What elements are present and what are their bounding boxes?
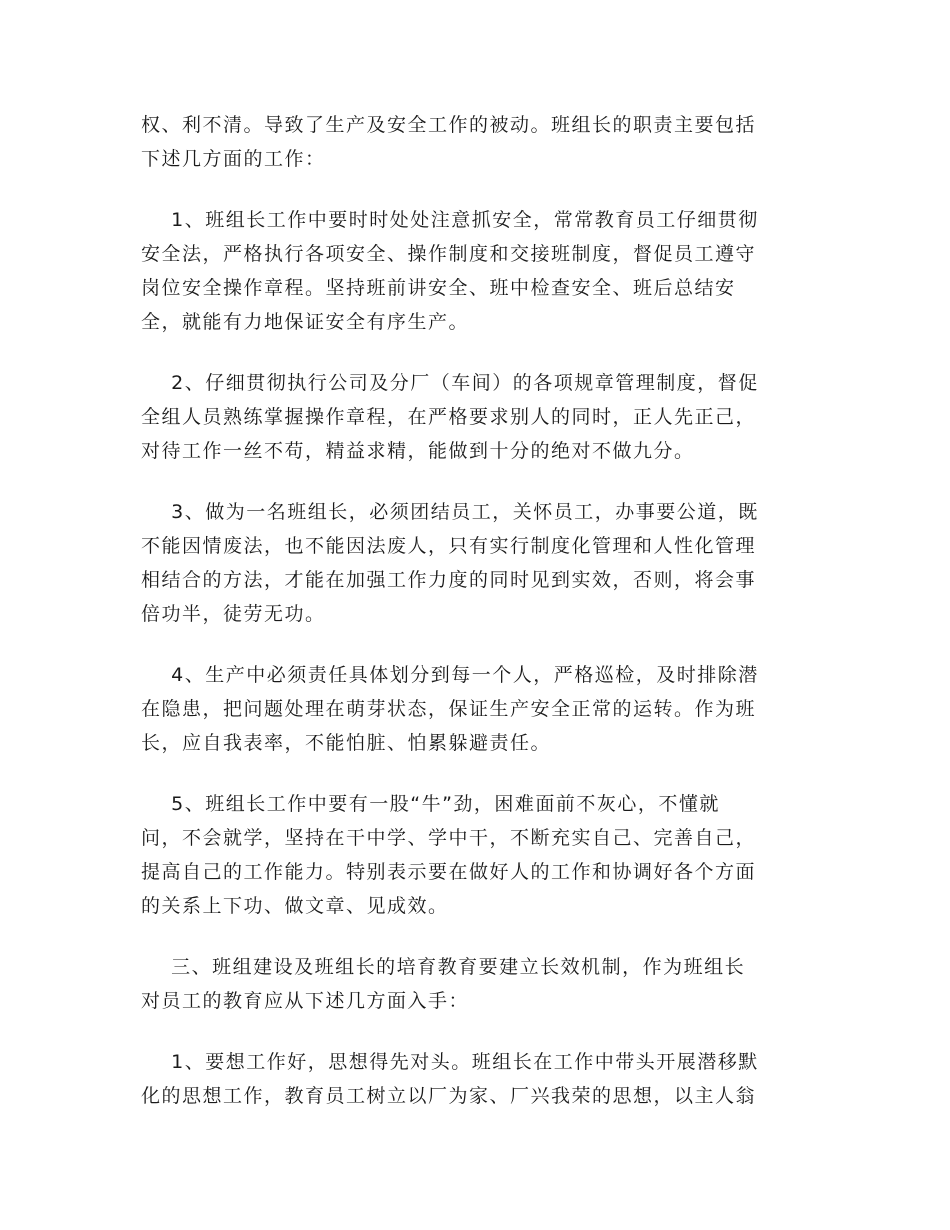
paragraph <box>141 108 809 176</box>
text-line: 1、要想工作好，思想得先对头。班组长在工作中带头开展潜移默 <box>141 1051 759 1073</box>
paragraph <box>141 787 809 923</box>
text-line: 的关系上下功、做文章、见成效。 <box>141 895 449 917</box>
text-line: 化的思想工作，教育员工树立以厂为家、厂兴我荣的思想，以主人翁 <box>141 1085 757 1107</box>
text-line: 岗位安全操作章程。坚持班前讲安全、班中检查安全、班后总结安 <box>141 277 736 299</box>
text-line: 倍功半，徒劳无功。 <box>141 603 326 625</box>
text-line: 对员工的教育应从下述几方面入手： <box>141 990 470 1012</box>
text-line: 下述几方面的工作： <box>141 148 326 170</box>
text-line: 权、利不清。导致了生产及安全工作的被动。班组长的职责主要包括 <box>141 114 757 136</box>
document-body <box>141 108 809 1113</box>
text-line: 在隐患，把问题处理在萌芽状态，保证生产安全正常的运转。作为班 <box>141 698 757 720</box>
paragraph <box>141 366 809 468</box>
text-line: 对待工作一丝不苟，精益求精，能做到十分的绝对不做九分。 <box>141 440 695 462</box>
text-line: 长，应自我表率，不能怕脏、怕累躲避责任。 <box>141 732 552 754</box>
text-line: 2、仔细贯彻执行公司及分厂（车间）的各项规章管理制度，督促 <box>141 372 759 394</box>
text-line: 5、班组长工作中要有一股“牛”劲，困难面前不灰心，不懂就 <box>141 793 720 815</box>
text-line: 三、班组建设及班组长的培育教育要建立长效机制，作为班组长 <box>141 956 746 978</box>
text-line: 全组人员熟练掌握操作章程，在严格要求别人的同时，正人先正己， <box>141 406 757 428</box>
text-line: 不能因情废法，也不能因法废人，只有实行制度化管理和人性化管理 <box>141 535 757 557</box>
text-line: 问，不会就学，坚持在干中学、学中干，不断充实自己、完善自己， <box>141 827 757 849</box>
text-line: 安全法，严格执行各项安全、操作制度和交接班制度，督促员工遵守 <box>141 243 757 265</box>
paragraph <box>141 1045 809 1113</box>
text-line: 相结合的方法，才能在加强工作力度的同时见到实效，否则，将会事 <box>141 569 757 591</box>
text-line: 提高自己的工作能力。特别表示要在做好人的工作和协调好各个方面 <box>141 861 757 883</box>
paragraph <box>141 203 809 339</box>
paragraph <box>141 658 809 760</box>
text-line: 全，就能有力地保证安全有序生产。 <box>141 311 470 333</box>
paragraph <box>141 495 809 631</box>
text-line: 4、生产中必须责任具体划分到每一个人，严格巡检，及时排除潜 <box>141 664 759 686</box>
text-line: 3、做为一名班组长，必须团结员工，关怀员工，办事要公道，既 <box>141 501 759 523</box>
paragraph <box>141 950 809 1018</box>
text-line: 1、班组长工作中要时时处处注意抓安全，常常教育员工仔细贯彻 <box>141 209 759 231</box>
